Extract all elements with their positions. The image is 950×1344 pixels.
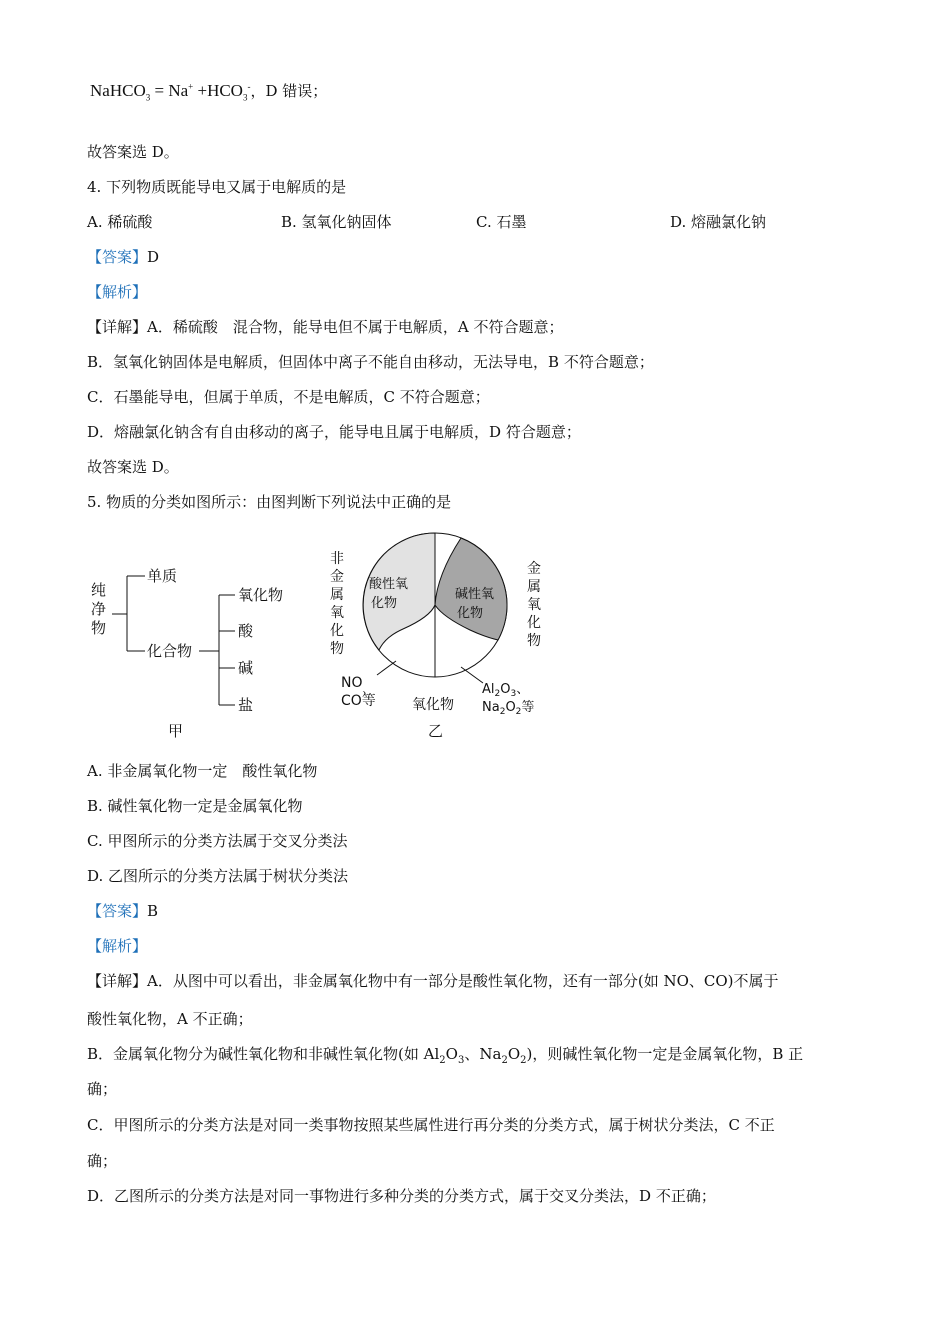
q4-option-a: A. 稀硫酸	[87, 213, 153, 231]
q5-detail-a1	[87, 971, 779, 991]
al-text: Al	[482, 682, 495, 697]
sub: 2	[515, 707, 522, 717]
eq-sup: -	[247, 81, 251, 92]
q4-detail-a	[87, 317, 563, 337]
label-char: 属	[330, 587, 344, 603]
eq-tail: ，D 错误；	[250, 82, 328, 100]
acidic-line: 化物	[371, 596, 398, 611]
sub: 3	[457, 1055, 465, 1066]
etc: 等	[521, 700, 535, 715]
q4-option-d: D. 熔融氯化钠	[670, 213, 767, 231]
label-char: 化	[527, 615, 541, 631]
chem: O	[445, 1045, 458, 1063]
q5-option-b: B. 碱性氧化物一定是金属氧化物	[87, 797, 303, 815]
equation-nahco3	[90, 80, 327, 102]
detail-line: A．从图中可以看出，非金属氧化物中有一部分是酸性氧化物，还有一部分(如 NO、CO)不属于	[147, 972, 779, 990]
sub: 3	[510, 689, 517, 699]
oxide-label: 氧化物	[412, 697, 454, 713]
left-label	[330, 551, 344, 657]
label-char: 金	[330, 569, 344, 585]
eq-hco: HCO	[207, 81, 243, 100]
q4-option-b: B. 氢氧化钠固体	[281, 213, 392, 231]
eq-sup: +	[188, 81, 194, 92]
acidic-line: 酸性氧	[369, 577, 409, 592]
label-char: 物	[330, 641, 344, 657]
sub: 2	[499, 707, 506, 717]
q4-detail-b: B．氢氧化钠固体是电解质，但固体中离子不能自由移动，无法导电，B 不符合题意；	[87, 353, 654, 371]
sep: 、	[464, 1045, 480, 1063]
q4-stem: 4. 下列物质既能导电又属于电解质的是	[87, 178, 347, 196]
q5-option-a: A. 非金属氧化物一定 酸性氧化物	[87, 762, 318, 780]
tree-leaf-base: 碱	[238, 659, 254, 677]
detail-tag: 【详解】	[87, 972, 148, 990]
caption-yi: 乙	[428, 722, 444, 740]
classification-svg	[85, 525, 555, 745]
tree-leaf-acid: 酸	[238, 622, 254, 640]
tree-root-char: 净	[91, 600, 107, 618]
tree-leaf-salt: 盐	[238, 696, 254, 714]
co-label: CO等	[341, 693, 376, 709]
q4-option-c: C. 石墨	[476, 213, 527, 231]
tree-root-char: 物	[91, 619, 107, 637]
sep: 、	[516, 682, 530, 697]
label-char: 氧	[527, 597, 541, 613]
prev-conclusion: 故答案选 D。	[87, 143, 179, 161]
leader-al2o3	[461, 667, 483, 683]
chem: Na	[479, 1045, 502, 1063]
label-char: 非	[330, 551, 344, 567]
eq-sub: 3	[145, 92, 151, 103]
label-char: 物	[527, 633, 541, 649]
na-text: Na	[482, 700, 500, 715]
eq-lhs: NaHCO	[90, 81, 146, 100]
q5-option-c: C. 甲图所示的分类方法属于交叉分类法	[87, 832, 348, 850]
answer-tag: 【答案】	[87, 248, 148, 266]
detail-line: )，则碱性氧化物一定是金属氧化物，B 正	[526, 1045, 804, 1063]
sub: 2	[439, 1055, 446, 1066]
tree-branch-elemental: 单质	[147, 567, 178, 585]
q5-answer	[87, 901, 158, 921]
no-sep: 、	[362, 685, 373, 696]
tree-branch-compound: 化合物	[147, 642, 193, 660]
label-char: 属	[527, 579, 541, 595]
q5-analysis-tag: 【解析】	[87, 937, 148, 955]
tree-root-char: 纯	[91, 581, 107, 599]
label-char: 金	[527, 561, 541, 577]
q4-conclusion: 故答案选 D。	[87, 458, 179, 476]
label-char: 氧	[330, 605, 344, 621]
detail-tag: 【详解】	[87, 318, 148, 336]
answer-value: D	[147, 248, 160, 266]
eq-sign: =	[154, 81, 165, 100]
na2o2-label	[482, 700, 534, 717]
tree-lines-2	[199, 595, 235, 705]
eq-na: Na	[168, 81, 189, 100]
q4-detail-c: C．石墨能导电，但属于单质，不是电解质，C 不符合题意；	[87, 388, 490, 406]
eq-sub: 3	[242, 92, 248, 103]
tree-lines-1	[112, 576, 145, 651]
tree-diagram-jia	[91, 567, 283, 740]
eq-plus: +	[197, 81, 208, 100]
sub: 2	[494, 689, 501, 699]
q5-option-d: D. 乙图所示的分类方法属于树状分类法	[87, 867, 349, 885]
q5-detail-b1	[87, 1044, 803, 1071]
answer-tag: 【答案】	[87, 902, 148, 920]
no-text: NO	[341, 675, 363, 691]
detail-line: B．金属氧化物分为碱性氧化物和非碱性氧化物(如	[87, 1045, 424, 1063]
answer-value: B	[147, 902, 159, 920]
leader-no-co	[377, 661, 396, 675]
q4-detail-d: D．熔融氯化钠含有自由移动的离子，能导电且属于电解质，D 符合题意；	[87, 423, 581, 441]
o-text: O	[505, 700, 516, 715]
q5-detail-a2: 酸性氧化物，A 不正确；	[87, 1010, 253, 1028]
q5-detail-d: D．乙图所示的分类方法是对同一事物进行多种分类的分类方式，属于交叉分类法，D 不正确；	[87, 1187, 716, 1205]
q5-stem: 5. 物质的分类如图所示：由图判断下列说法中正确的是	[87, 493, 452, 511]
q4-analysis-tag: 【解析】	[87, 283, 148, 301]
caption-jia: 甲	[168, 722, 184, 740]
cross-diagram-yi	[330, 533, 541, 740]
chem: Al	[423, 1045, 440, 1063]
sub: 2	[520, 1055, 527, 1066]
q4-answer	[87, 247, 159, 267]
detail-line: A．稀硫酸 混合物，能导电但不属于电解质，A 不符合题意；	[147, 318, 564, 336]
q5-detail-c2: 确；	[87, 1152, 118, 1170]
classification-figure	[85, 525, 555, 749]
label-char: 化	[330, 623, 344, 639]
sub: 2	[501, 1055, 508, 1066]
o-text: O	[500, 682, 511, 697]
tree-leaf-oxide: 氧化物	[238, 586, 284, 604]
al2o3-label	[482, 682, 529, 699]
q5-detail-c1: C．甲图所示的分类方法是对同一类事物按照某些属性进行再分类的分类方式，属于树状分类法，C 不正	[87, 1116, 775, 1134]
chem: O	[507, 1045, 521, 1063]
q5-detail-b2: 确；	[87, 1080, 118, 1098]
basic-line: 化物	[457, 606, 484, 621]
right-label	[527, 561, 541, 649]
basic-line: 碱性氧	[455, 587, 495, 602]
